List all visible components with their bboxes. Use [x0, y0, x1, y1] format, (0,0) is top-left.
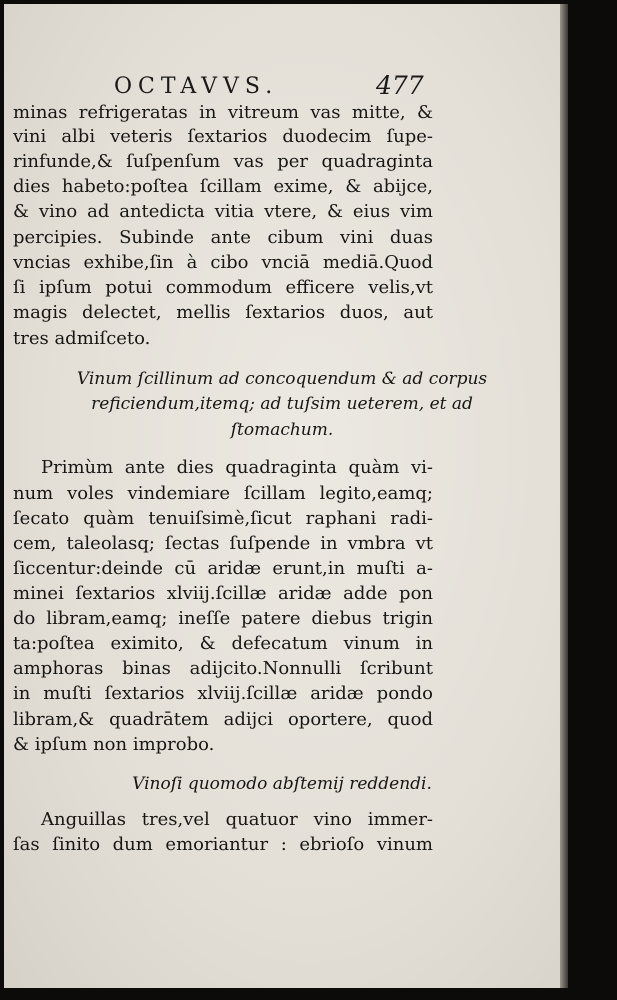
text-line: ſecato quàm tenuiſsimè,ſicut raphani radi- [13, 508, 433, 529]
running-head: OCTAVVS. [114, 74, 279, 99]
text-line: dies habeto:poſtea ſcillam exime, & abijce, [13, 176, 433, 197]
text-line: & vino ad antedicta vitia vtere, & eius vim [13, 201, 433, 222]
text-line: magis delectet, mellis ſextarios duos, aut [13, 302, 433, 323]
text-line: minei ſextarios xlviij.ſcillæ aridæ adde pon [13, 583, 433, 604]
text-line: ſas ſinito dum emoriantur : ebrioſo vinum [13, 834, 433, 855]
text-line: minas refrigeratas in vitreum vas mitte, & [13, 102, 433, 123]
section-heading: Vinum ſcillinum ad concoquendum & ad corpus [76, 369, 488, 389]
text-line: rinfunde,& ſuſpenſum vas per quadraginta [13, 151, 433, 172]
book-page [4, 4, 561, 988]
page-header [4, 71, 560, 104]
section-heading: Vinoſi quomodo abſtemij reddendi. [132, 774, 432, 794]
page-number: 477 [376, 71, 424, 100]
text-line: Anguillas tres,vel quatuor vino immer- [41, 809, 433, 830]
text-line: do libram,eamq; ineſſe patere diebus trigin [13, 608, 433, 629]
section-heading: ſtomachum. [230, 420, 334, 440]
text-line: tres admiſceto. [13, 328, 151, 349]
page-edge-shadow [560, 4, 568, 988]
text-line: vncias exhibe,ſin à cibo vnciā mediā.Quod [13, 252, 433, 273]
text-line: in muſti ſextarios xlviij.ſcillæ aridæ pondo [13, 683, 433, 704]
text-line: amphoras binas adijcito.Nonnulli ſcribunt [13, 658, 433, 679]
text-line: libram,& quadrātem adijci oportere, quod [13, 709, 433, 730]
text-line: num voles vindemiare ſcillam legito,eamq; [13, 483, 433, 504]
text-line: ſiccentur:deinde cū aridæ erunt,in muſti a- [13, 558, 433, 579]
text-line: Primùm ante dies quadraginta quàm vi- [41, 457, 433, 478]
text-line: ta:poſtea eximito, & defecatum vinum in [13, 633, 433, 654]
text-line: cem, taleolasq; ſectas ſuſpende in vmbra vt [13, 533, 433, 554]
section-heading: reficiendum,itemq; ad tuſsim ueterem, et ad [91, 394, 473, 414]
text-line: vini albi veteris ſextarios duodecim ſupe- [13, 126, 433, 147]
text-line: & ipſum non improbo. [13, 734, 215, 755]
text-line: ſi ipſum potui commodum efficere velis,vt [13, 277, 433, 298]
text-line: percipies. Subinde ante cibum vini duas [13, 227, 433, 248]
